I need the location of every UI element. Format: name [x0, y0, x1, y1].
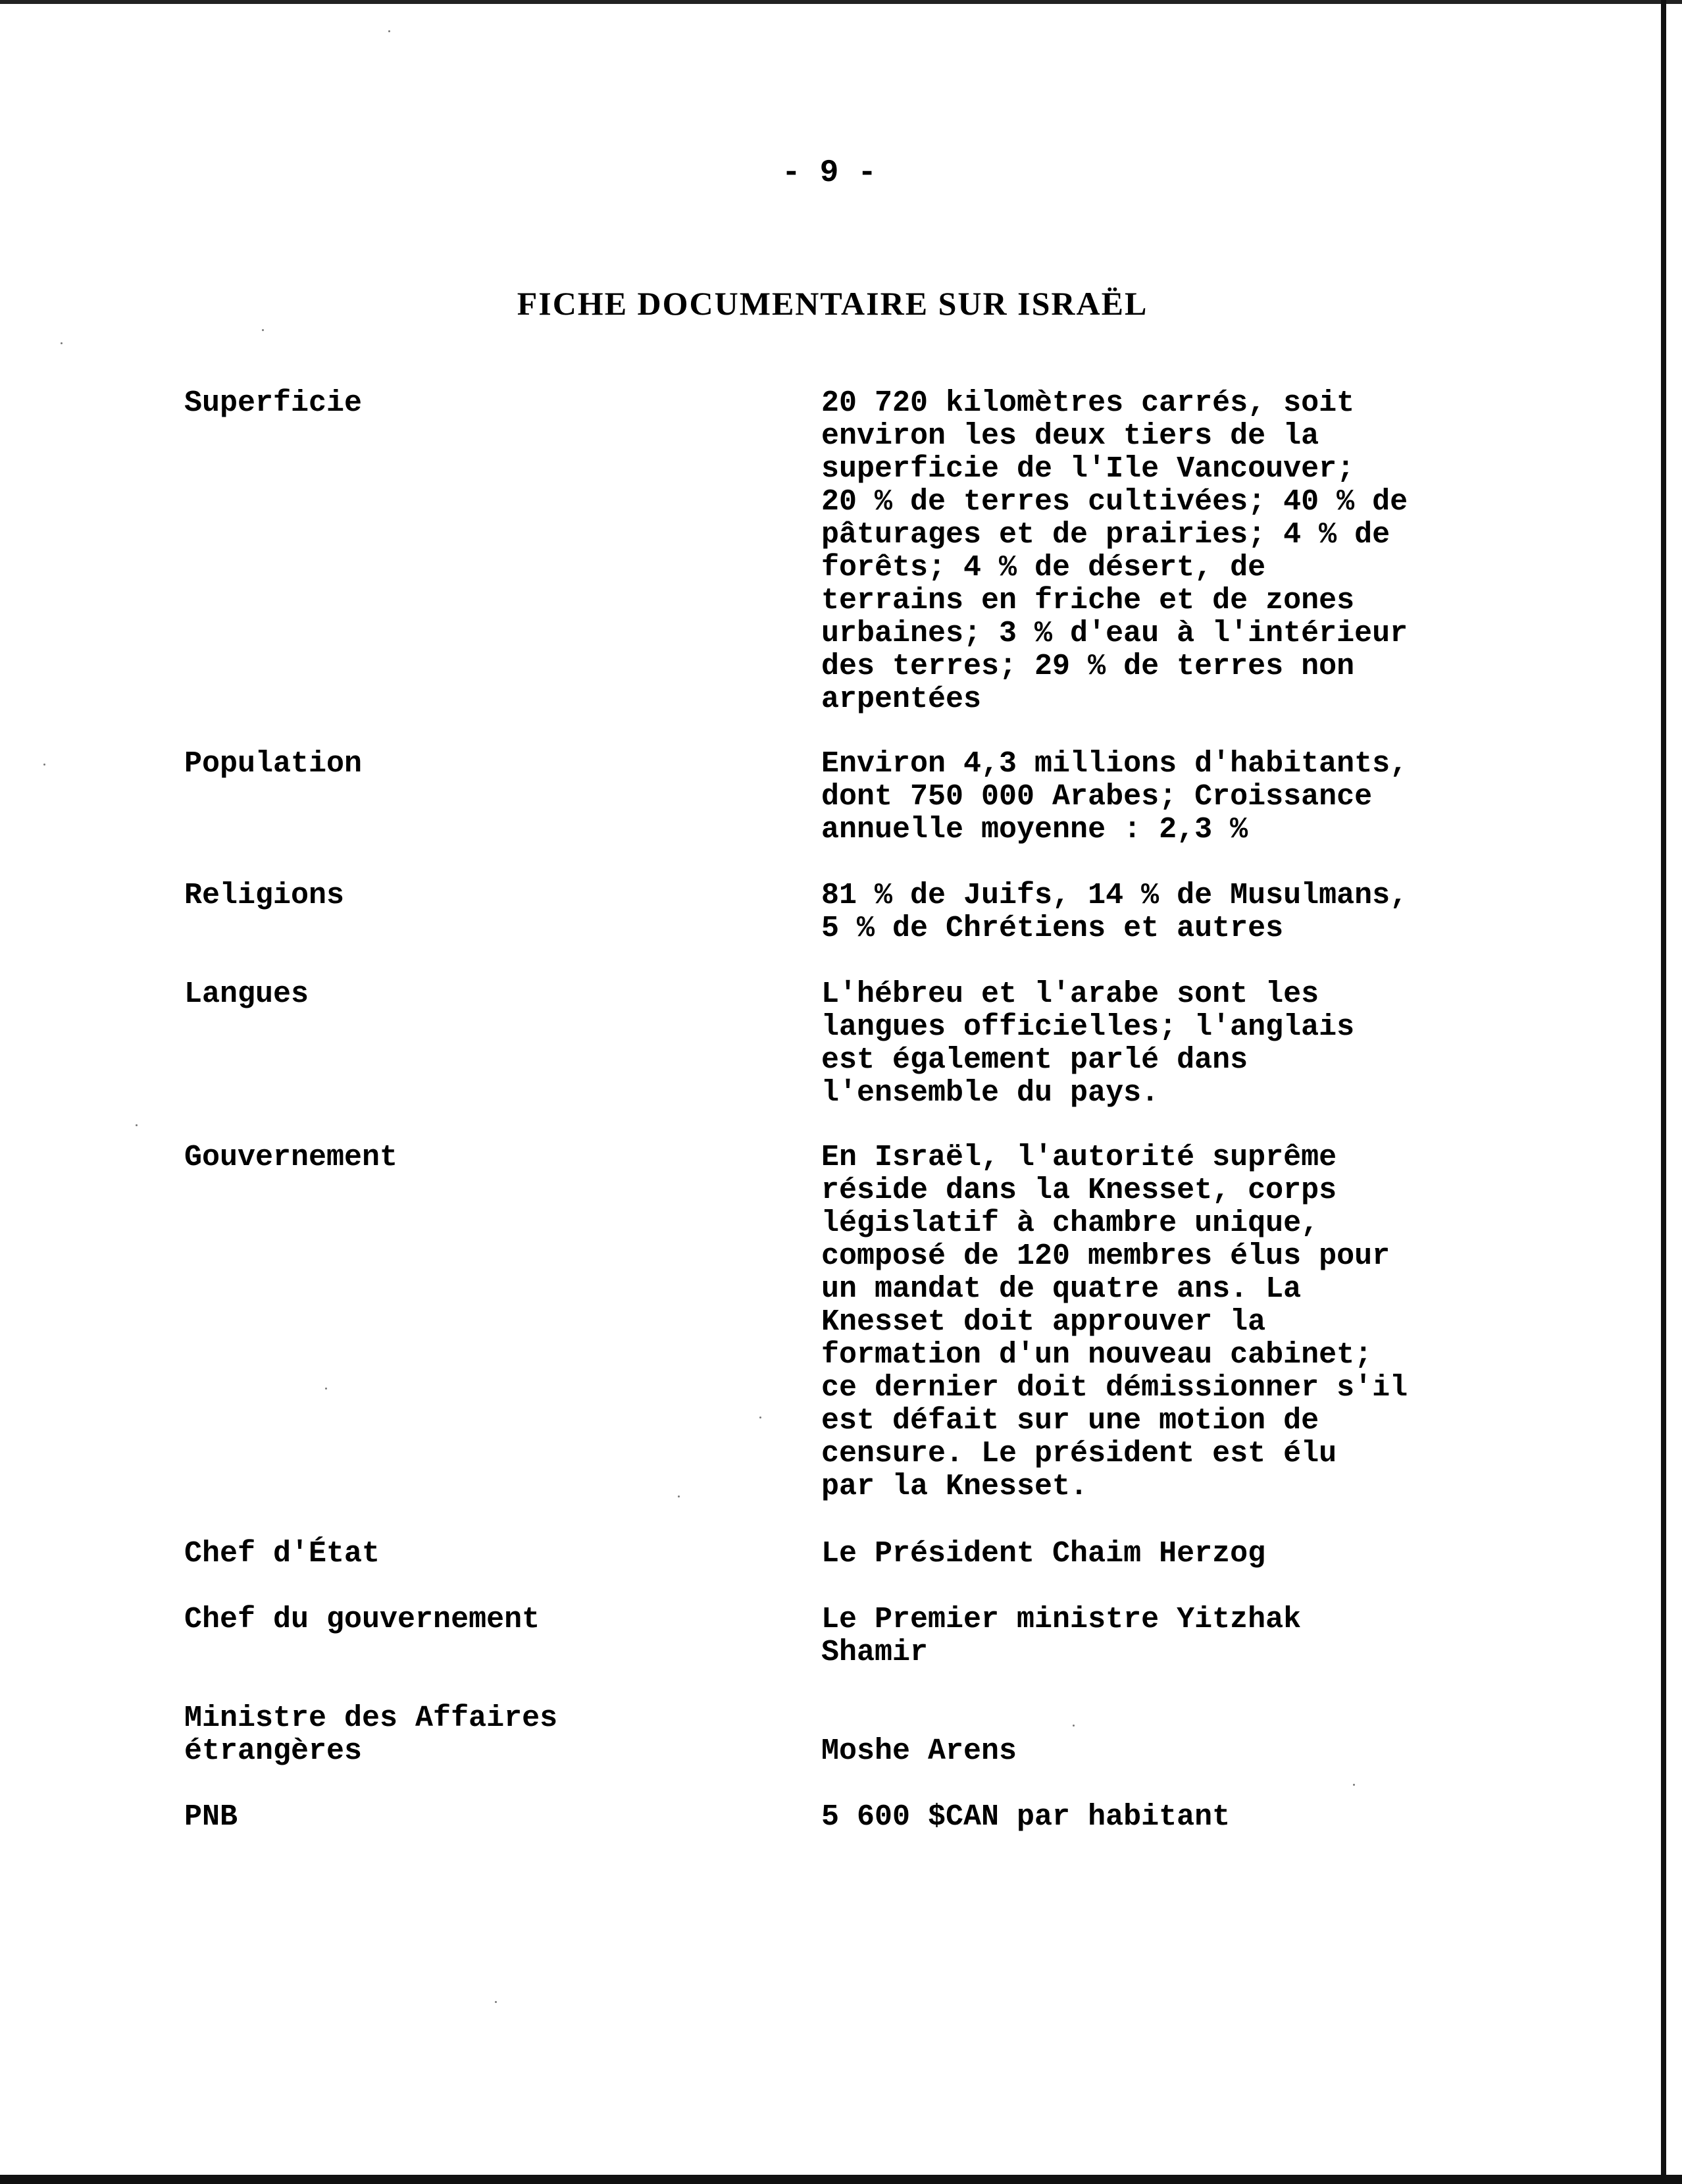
scan-speck	[43, 764, 45, 766]
field-label-chef-etat: Chef d'État	[184, 1537, 380, 1571]
field-label-langues: Langues	[184, 977, 309, 1011]
field-value-langues: L'hébreu et l'arabe sont les langues officielles; l'anglais est également parlé dans l'ensemble du pays.	[821, 977, 1355, 1110]
field-label-gouvernement: Gouvernement	[184, 1141, 398, 1174]
scan-edge-right	[1661, 0, 1666, 2184]
scan-speck	[262, 329, 264, 331]
field-value-gouvernement: En Israël, l'autorité suprême réside dans la Knesset, corps législatif à chambre unique, composé de 120 membres élus pour un mandat de quatre ans. La Knesset doit approuver la formation d'un nouveau cabinet; ce dernier doit démissionner s'il est défait sur une motion de censure. Le président est élu par la Knesset.	[821, 1141, 1408, 1503]
field-value-population: Environ 4,3 millions d'habitants, dont 750 000 Arabes; Croissance annuelle moyenne : 2,3 %	[821, 747, 1408, 846]
field-value-chef-gouvernement: Le Premier ministre Yitzhak Shamir	[821, 1603, 1302, 1669]
scan-speck	[136, 1124, 138, 1126]
field-value-superficie: 20 720 kilomètres carrés, soit environ les deux tiers de la superficie de l'Ile Vancouver; 20 % de terres cultivées; 40 % de pâturages et de prairies; 4 % de forêts; 4 % de désert, de terrains en friche et de zones urbaines; 3 % d'eau à l'intérieur des terres; 29 % de terres non arpentées	[821, 386, 1408, 716]
scan-speck	[678, 1495, 680, 1497]
field-label-pnb: PNB	[184, 1800, 238, 1834]
page-title: FICHE DOCUMENTAIRE SUR ISRAËL	[517, 285, 1148, 322]
scan-speck	[388, 30, 390, 32]
field-label-ministre-affaires-etrangeres: Ministre des Affaires étrangères	[184, 1702, 558, 1768]
scan-speck	[759, 1417, 761, 1418]
page-number: - 9 -	[781, 155, 877, 191]
field-value-pnb: 5 600 $CAN par habitant	[821, 1800, 1231, 1834]
scan-speck	[495, 2001, 497, 2003]
scan-edge-top	[0, 0, 1682, 4]
field-label-superficie: Superficie	[184, 386, 363, 420]
scan-speck	[61, 342, 63, 344]
field-label-religions: Religions	[184, 879, 345, 912]
field-value-chef-etat: Le Président Chaim Herzog	[821, 1537, 1266, 1571]
field-value-religions: 81 % de Juifs, 14 % de Musulmans, 5 % de Chrétiens et autres	[821, 879, 1408, 945]
scan-speck	[325, 1388, 327, 1390]
scan-speck	[1073, 1725, 1075, 1727]
scan-edge-bottom	[0, 2175, 1682, 2184]
field-value-ministre-affaires-etrangeres: Moshe Arens	[821, 1734, 1017, 1768]
field-label-population: Population	[184, 747, 363, 781]
field-label-chef-gouvernement: Chef du gouvernement	[184, 1603, 540, 1636]
scan-speck	[1353, 1784, 1355, 1786]
